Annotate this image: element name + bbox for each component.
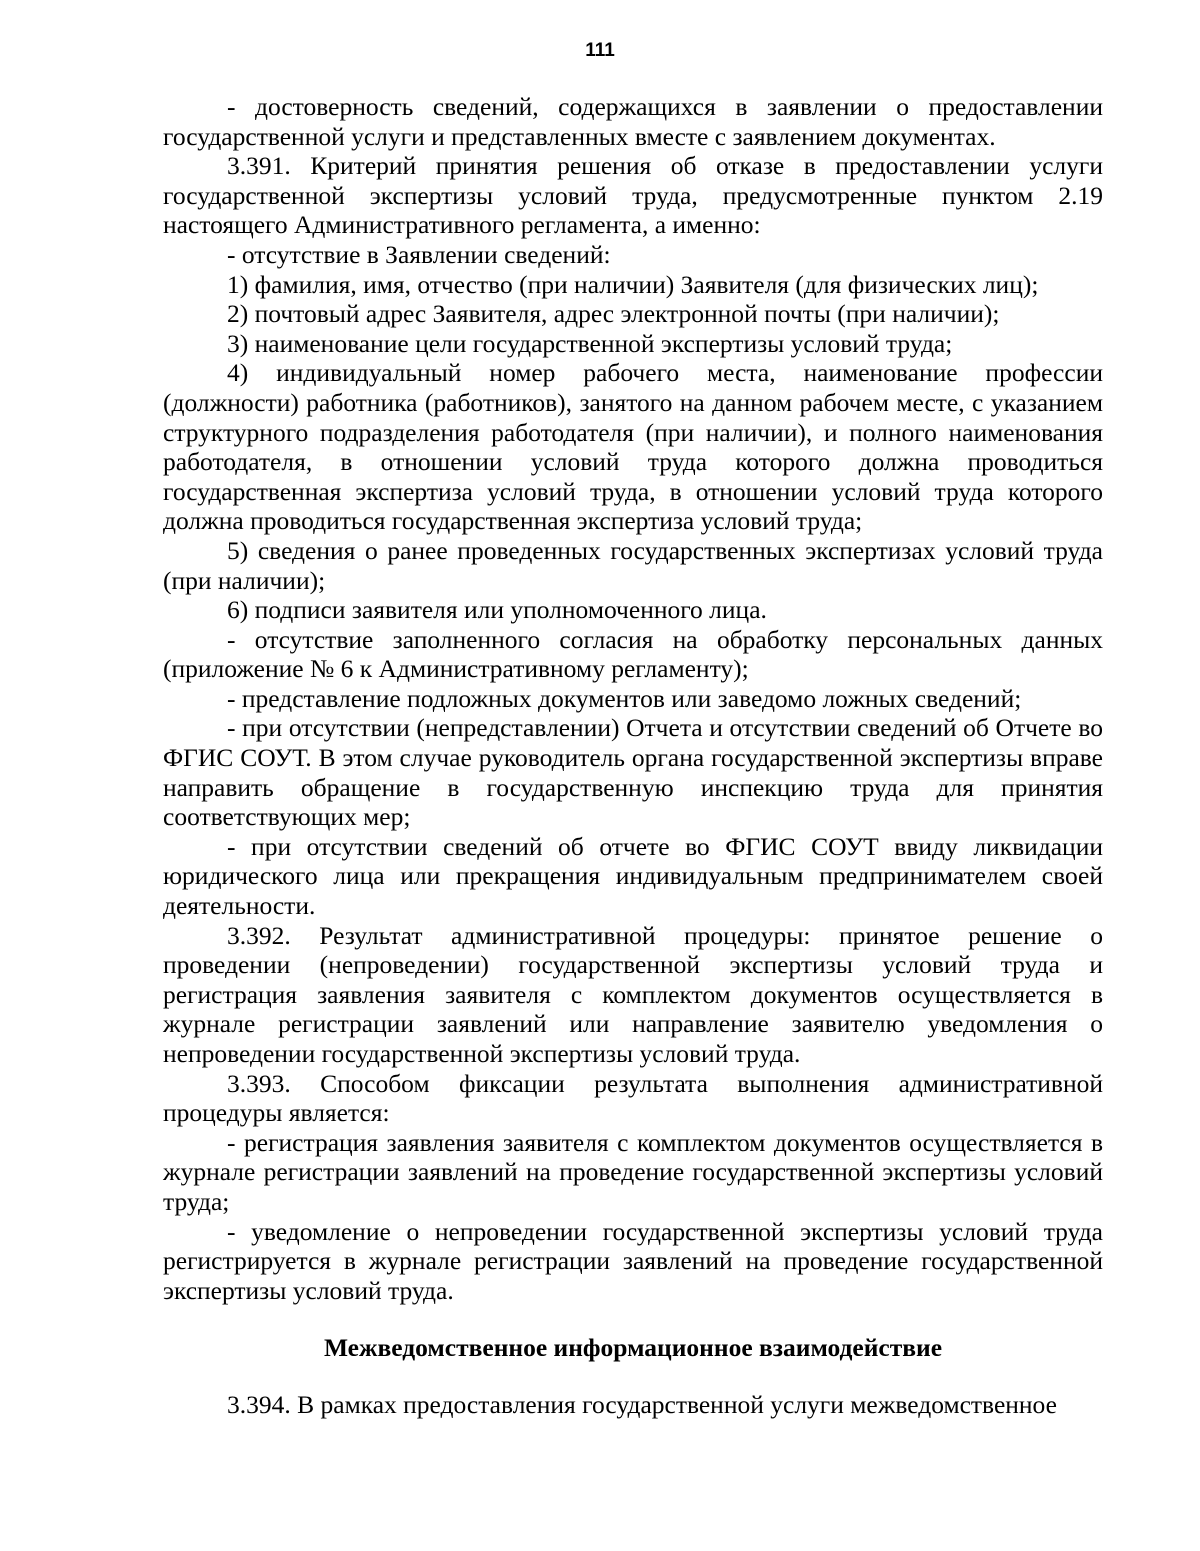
paragraph: - представление подложных документов или заведомо ложных сведений; [227, 683, 1022, 713]
paragraph: - отсутствие в Заявлении сведений: [227, 239, 611, 269]
paragraph: 4) индивидуальный номер рабочего места, наименование профессии (должности) работника (работников), занятого на данном рабочем месте, с указанием структурного подразделения работодателя (при наличии), и полного наименования работодателя, в отношении условий труда которого должна проводиться государственная экспертиза условий труда, в отношении условий труда которого должна проводиться государственная экспертиза условий труда; [163, 358, 1103, 536]
paragraph: 3.392. Результат административной процедуры: принятое решение о проведении (непроведении) государственной экспертизы условий труда и регистрация заявления заявителя с комплектом документов осуществляется в журнале регистрации заявлений или направление заявителю уведомления о непроведении государственной экспертизы условий труда. [163, 920, 1103, 1068]
paragraph: 2) почтовый адрес Заявителя, адрес электронной почты (при наличии); [227, 299, 1000, 329]
paragraph: - уведомление о непроведении государственной экспертизы условий труда регистрируется в журнале регистрации заявлений на проведение государственной экспертизы условий труда. [163, 1216, 1103, 1305]
paragraph: 3) наименование цели государственной экспертизы условий труда; [227, 328, 953, 358]
section-heading: Межведомственное информационное взаимодействие [323, 1333, 943, 1363]
paragraph: 3.394. В рамках предоставления государственной услуги межведомственное [227, 1389, 1057, 1419]
paragraph: - регистрация заявления заявителя с комплектом документов осуществляется в журнале регистрации заявлений на проведение государственной экспертизы условий труда; [163, 1127, 1103, 1216]
paragraph: - при отсутствии сведений об отчете во ФГИС СОУТ ввиду ликвидации юридического лица или прекращения индивидуальным предпринимателем своей деятельности. [163, 831, 1103, 921]
document-body [163, 92, 1103, 1420]
paragraph: - достоверность сведений, содержащихся в заявлении о предоставлении государственной услуги и представленных вместе с заявлением документах. [163, 92, 1103, 151]
paragraph: 3.393. Способом фиксации результата выполнения административной процедуры является: [163, 1068, 1103, 1128]
page-number: 111 [585, 40, 615, 61]
paragraph: - отсутствие заполненного согласия на обработку персональных данных (приложение № 6 к Административному регламенту); [163, 624, 1103, 684]
paragraph: 3.391. Критерий принятия решения об отказе в предоставлении услуги государственной экспертизы условий труда, предусмотренные пунктом 2.19 настоящего Административного регламента, а именно: [163, 151, 1103, 240]
paragraph: - при отсутствии (непредставлении) Отчета и отсутствии сведений об Отчете во ФГИС СОУТ. В этом случае руководитель органа государственной экспертизы вправе направить обращение в государственную инспекцию труда для принятия соответствующих мер; [163, 713, 1103, 832]
paragraph: 5) сведения о ранее проведенных государственных экспертизах условий труда (при наличии); [163, 535, 1103, 595]
paragraph: 1) фамилия, имя, отчество (при наличии) Заявителя (для физических лиц); [227, 269, 1039, 299]
paragraph: 6) подписи заявителя или уполномоченного лица. [227, 595, 767, 625]
